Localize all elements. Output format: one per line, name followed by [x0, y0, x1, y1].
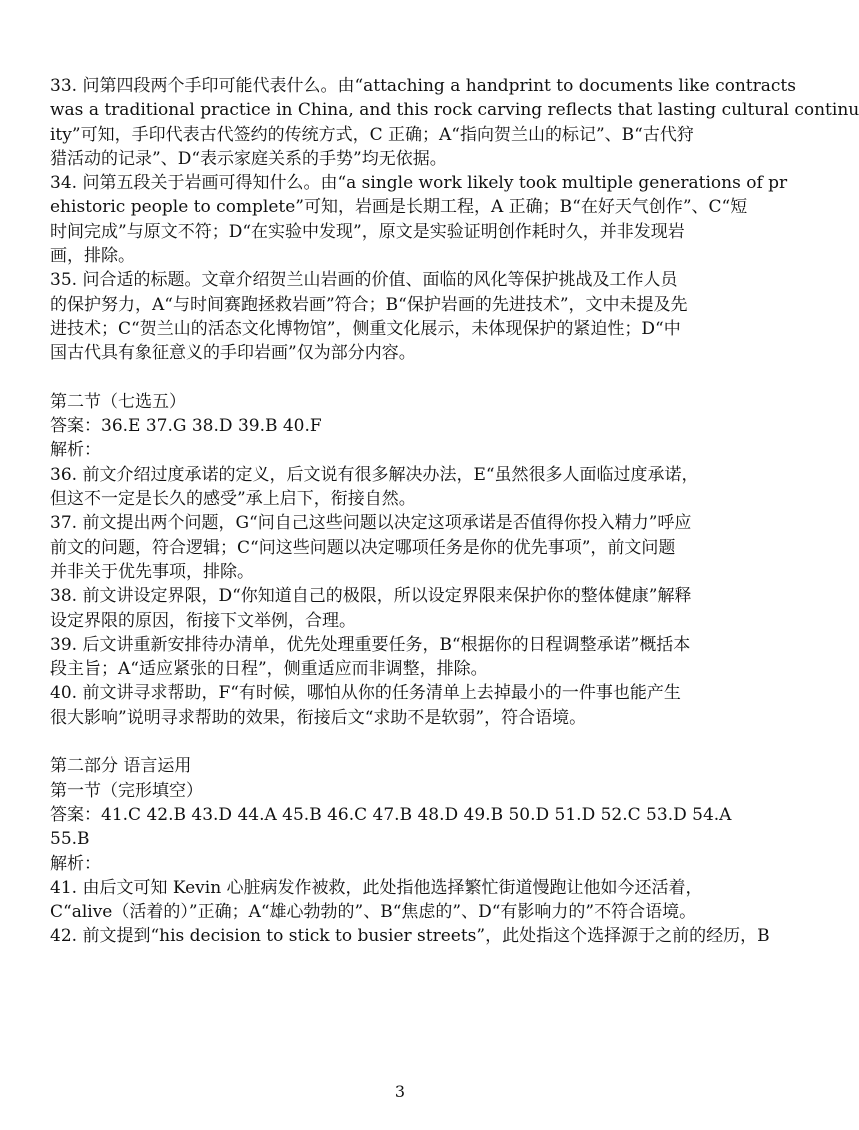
text-line: 36. 前文介绍过度承诺的定义，后文说有很多解决办法，E“虽然很多人面临过度承诺， — [50, 464, 699, 485]
text-line: 37. 前文提出两个问题，G“问自己这些问题以决定这项承诺是否值得你投入精力”呼应 — [50, 513, 692, 534]
text-line: 34. 问第五段关于岩画可得知什么。由“a single work likely took multiple generations of pr — [50, 173, 788, 194]
text-line: 33. 问第四段两个手印可能代表什么。由“attaching a handprint to documents like contracts — [50, 76, 796, 96]
answer-40 — [50, 681, 760, 730]
text-line: ity”可知，手印代表古代签约的传统方式，C 正确；A“指向贺兰山的标记”、B“古代狩 — [50, 124, 694, 145]
analysis-label: 解析： — [50, 853, 101, 874]
answer-42 — [50, 924, 770, 948]
page-number: 3 — [394, 1082, 406, 1101]
text-line: 39. 后文讲重新安排待办清单，优先处理重要任务，B“根据你的日程调整承诺”概括本 — [50, 634, 691, 655]
blank-gap — [50, 366, 760, 390]
text-line: 国古代具有象征意义的手印岩画”仅为部分内容。 — [50, 343, 416, 364]
answer-39 — [50, 633, 760, 682]
text-line: 并非关于优先事项，排除。 — [50, 561, 254, 582]
text-line: 猎活动的记录”、D“表示家庭关系的手势”均无依据。 — [50, 148, 447, 169]
text-line: 画，排除。 — [50, 246, 135, 267]
answer-key: 55.B — [50, 829, 90, 850]
part-2-header — [50, 754, 760, 875]
answer-key: 答案：41.C 42.B 43.D 44.A 45.B 46.C 47.B 48.D 49.B 50.D 51.D 52.C 53.D 54.A — [50, 804, 732, 825]
text-line: 38. 前文讲设定界限，D“你知道自己的极限，所以设定界限来保护你的整体健康”解释 — [50, 586, 692, 607]
text-line: 设定界限的原因，衔接下文举例，合理。 — [50, 610, 356, 631]
text-line: 很大影响”说明寻求帮助的效果，衔接后文“求助不是软弱”，符合语境。 — [50, 707, 587, 728]
blank-gap — [50, 730, 760, 754]
document-body — [50, 74, 859, 949]
text-line: 前文的问题，符合逻辑；C“问这些问题以决定哪项任务是你的优先事项”，前文问题 — [50, 537, 676, 558]
text-line: 的保护努力，A“与时间赛跑拯救岩画”符合；B“保护岩画的先进技术”，文中未提及先 — [50, 294, 688, 315]
part-title: 第二部分 语言运用 — [50, 756, 192, 777]
text-line: C“alive（活着的）”正确；A“雄心勃勃的”、B“焦虑的”、D“有影响力的”不符合语境。 — [50, 902, 697, 923]
section-2-header — [50, 390, 760, 463]
text-line: ehistoric people to complete”可知，岩画是长期工程，A 正确；B“在好天气创作”、C“短 — [50, 197, 748, 218]
text-line: 42. 前文提到“his decision to stick to busier streets”，此处指这个选择源于之前的经历，B — [50, 926, 770, 947]
answer-38 — [50, 584, 760, 633]
answer-41 — [50, 876, 760, 925]
text-line: 但这不一定是长久的感受”承上启下，衔接自然。 — [50, 489, 416, 510]
answer-35 — [50, 268, 760, 365]
text-line: 时间完成”与原文不符；D“在实验中发现”，原文是实验证明创作耗时久，并非发现岩 — [50, 221, 685, 242]
section-title: 第一节（完形填空） — [50, 780, 203, 801]
text-line: 段主旨；A“适应紧张的日程”，侧重适应而非调整，排除。 — [50, 659, 488, 680]
text-line: 进技术；C“贺兰山的活态文化博物馆”，侧重文化展示，未体现保护的紧迫性；D“中 — [50, 318, 681, 339]
section-title: 第二节（七选五） — [50, 391, 186, 412]
answer-33 — [50, 74, 859, 171]
analysis-label: 解析： — [50, 440, 101, 461]
text-line: 35. 问合适的标题。文章介绍贺兰山岩画的价值、面临的风化等保护挑战及工作人员 — [50, 270, 678, 291]
answer-37 — [50, 511, 760, 584]
text-line: was a traditional practice in China, and this rock carving reflects that lasting cultural continu — [50, 100, 859, 121]
answer-key: 答案：36.E 37.G 38.D 39.B 40.F — [50, 416, 322, 437]
text-line: 40. 前文讲寻求帮助，F“有时候，哪怕从你的任务清单上去掉最小的一件事也能产生 — [50, 683, 681, 704]
answer-34 — [50, 171, 788, 268]
text-line: 41. 由后文可知 Kevin 心脏病发作被救，此处指他选择繁忙街道慢跑让他如今还活着， — [50, 877, 703, 898]
answer-36 — [50, 463, 760, 512]
